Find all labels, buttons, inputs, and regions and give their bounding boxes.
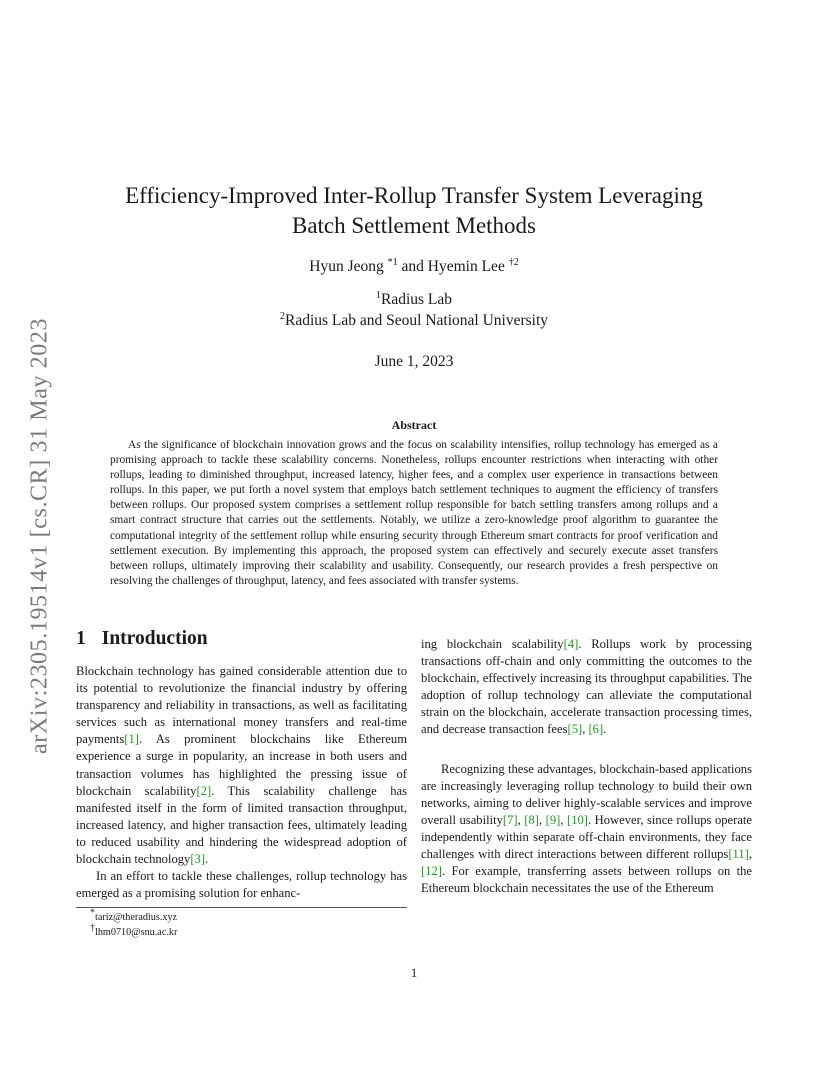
citation-link[interactable]: [4]	[563, 637, 579, 651]
author-mark-2: †2	[508, 256, 519, 268]
citation-link[interactable]: [6]	[588, 722, 604, 737]
footnote-mark-2: †	[90, 922, 95, 934]
section-number: 1	[76, 628, 86, 649]
footnote-email-1: tariz@theradius.xyz	[95, 912, 178, 923]
citation-link[interactable]: [3]	[190, 852, 206, 867]
text-run: ,	[582, 722, 589, 737]
author-name-1: Hyun Jeong	[309, 258, 384, 275]
citation-link[interactable]: [7]	[502, 812, 518, 827]
citation-link[interactable]: [8]	[524, 812, 539, 827]
footnotes	[76, 907, 407, 940]
section-title-text: Introduction	[101, 628, 208, 649]
text-run: Recognizing these advantages, blockchain-based applications are increasingly leveraging rollup technology to build their own networks, aiming to deliver highly-scalable services and improve overall usability	[421, 761, 752, 827]
citation-link[interactable]: [10]	[567, 812, 588, 827]
text-run: . Rollups work by processing transactions off-chain and only committing the outcomes to the blockchain, effectively increasing its throughput capabilities. The adoption of rollup technology can alleviate the computational strain on the blockchain, accelerate transaction processing times, and decrease transaction fees	[421, 637, 752, 737]
citation-link[interactable]: [1]	[124, 732, 139, 747]
paper-title	[100, 181, 728, 241]
intro-paragraph-3	[421, 761, 752, 898]
citation-link[interactable]: [11]	[728, 847, 749, 862]
affiliations	[100, 289, 728, 331]
author-list	[100, 258, 728, 276]
text-run: . However, since rollups operate independently within separate off-chain environments, they face challenges with direct interactions between different rollups	[421, 812, 753, 862]
text-run: ,	[538, 812, 546, 827]
footnote-email-2: lhm0710@snu.ac.kr	[95, 926, 178, 938]
abstract-text: As the significance of blockchain innovation grows and the focus on scalability intensifies, rollup technology has emerged as a promising approach to tackle these scalability concerns. Nonetheless, rollups encounter restrictions when interacting with other rollups, leading to diminished throughput, increased latency, higher fees, and a complex user experience in transactions between rollups. In this paper, we put forth a novel system that employs batch settlement techniques to augment the efficiency of transfers between rollups. Our proposed system comprises a settlement rollup responsible for batch settling transfers among rollups and a smart contract structure that carries out the settlements. Notably, we utilize a zero-knowledge proof algorithm to guarantee the computational integrity of the settlement rollup while ensuring security through Ethereum smart contracts for proof verification and settlement execution. By implementing this approach, the proposed system can effectively and securely execute asset transfers between rollups, ultimately improving their scalability and usability. Consequently, our research provides a fresh perspective on resolving the challenges of throughput, latency, and fees associated with transfer systems.	[110, 439, 718, 587]
intro-paragraph-2-continued	[421, 636, 752, 739]
affiliation-mark-1: 1	[375, 289, 381, 301]
affiliation-1	[100, 289, 728, 310]
citation-link[interactable]: [9]	[545, 812, 561, 827]
title-line-2: Batch Settlement Methods	[291, 213, 536, 238]
text-run: Blockchain technology has gained considerable attention due to its potential to revolutionize the financial industry by offering transparency and reliability in transactions, as well as facilitating services such as international money transfers and real-time payments	[76, 664, 407, 747]
publication-date: June 1, 2023	[374, 353, 454, 370]
footnote-mark-1: *	[90, 907, 95, 919]
text-run: . This scalability challenge has manifested itself in the form of limited transaction throughput, increased latency, and higher transaction fees, ultimately leading to reduced usability and hindering the widespread adoption of blockchain technology	[76, 783, 407, 867]
text-run: . For example, transferring assets between rollups on the Ethereum blockchain necessitates the use of the Ethereum	[421, 864, 752, 896]
arxiv-identifier: arXiv:2305.19514v1 [cs.CR] 31 May 2023	[26, 317, 53, 755]
left-column	[76, 663, 407, 902]
page-number: 1	[410, 966, 418, 980]
affiliation-mark-2: 2	[279, 310, 285, 322]
intro-paragraph-1	[76, 663, 407, 868]
text-run: ing blockchain scalability	[421, 637, 564, 651]
author-name-2: Hyemin Lee	[427, 258, 505, 275]
text-run: .	[603, 722, 607, 737]
footnote-1	[76, 907, 407, 926]
title-line-1: Efficiency-Improved Inter-Rollup Transfer System Leveraging	[125, 183, 703, 208]
text-run: ,	[560, 812, 568, 827]
section-heading	[76, 628, 208, 650]
text-run: ,	[517, 812, 525, 827]
author-mark-1: *1	[387, 256, 398, 268]
text-run: .	[205, 852, 209, 867]
text-run: ,	[748, 847, 752, 862]
affiliation-name-2: Radius Lab and Seoul National University	[284, 312, 549, 329]
affiliation-name-1: Radius Lab	[380, 291, 453, 308]
citation-link[interactable]: [12]	[421, 864, 442, 879]
abstract-heading: Abstract	[391, 418, 437, 432]
citation-link[interactable]: [5]	[567, 722, 583, 737]
citation-link[interactable]: [2]	[196, 783, 212, 798]
affiliation-2	[100, 310, 728, 331]
footnote-2	[76, 922, 407, 941]
right-column	[421, 636, 752, 897]
text-run: . As prominent blockchains like Ethereum experience a surge in popularity, an increase in both users and transaction volumes has highlighted the pressing issue of blockchain scalability	[76, 732, 407, 798]
author-joiner: and	[397, 258, 428, 275]
intro-paragraph-2: In an effort to tackle these challenges, rollup technology has emerged as a promising solution for enhanc-	[76, 869, 407, 901]
